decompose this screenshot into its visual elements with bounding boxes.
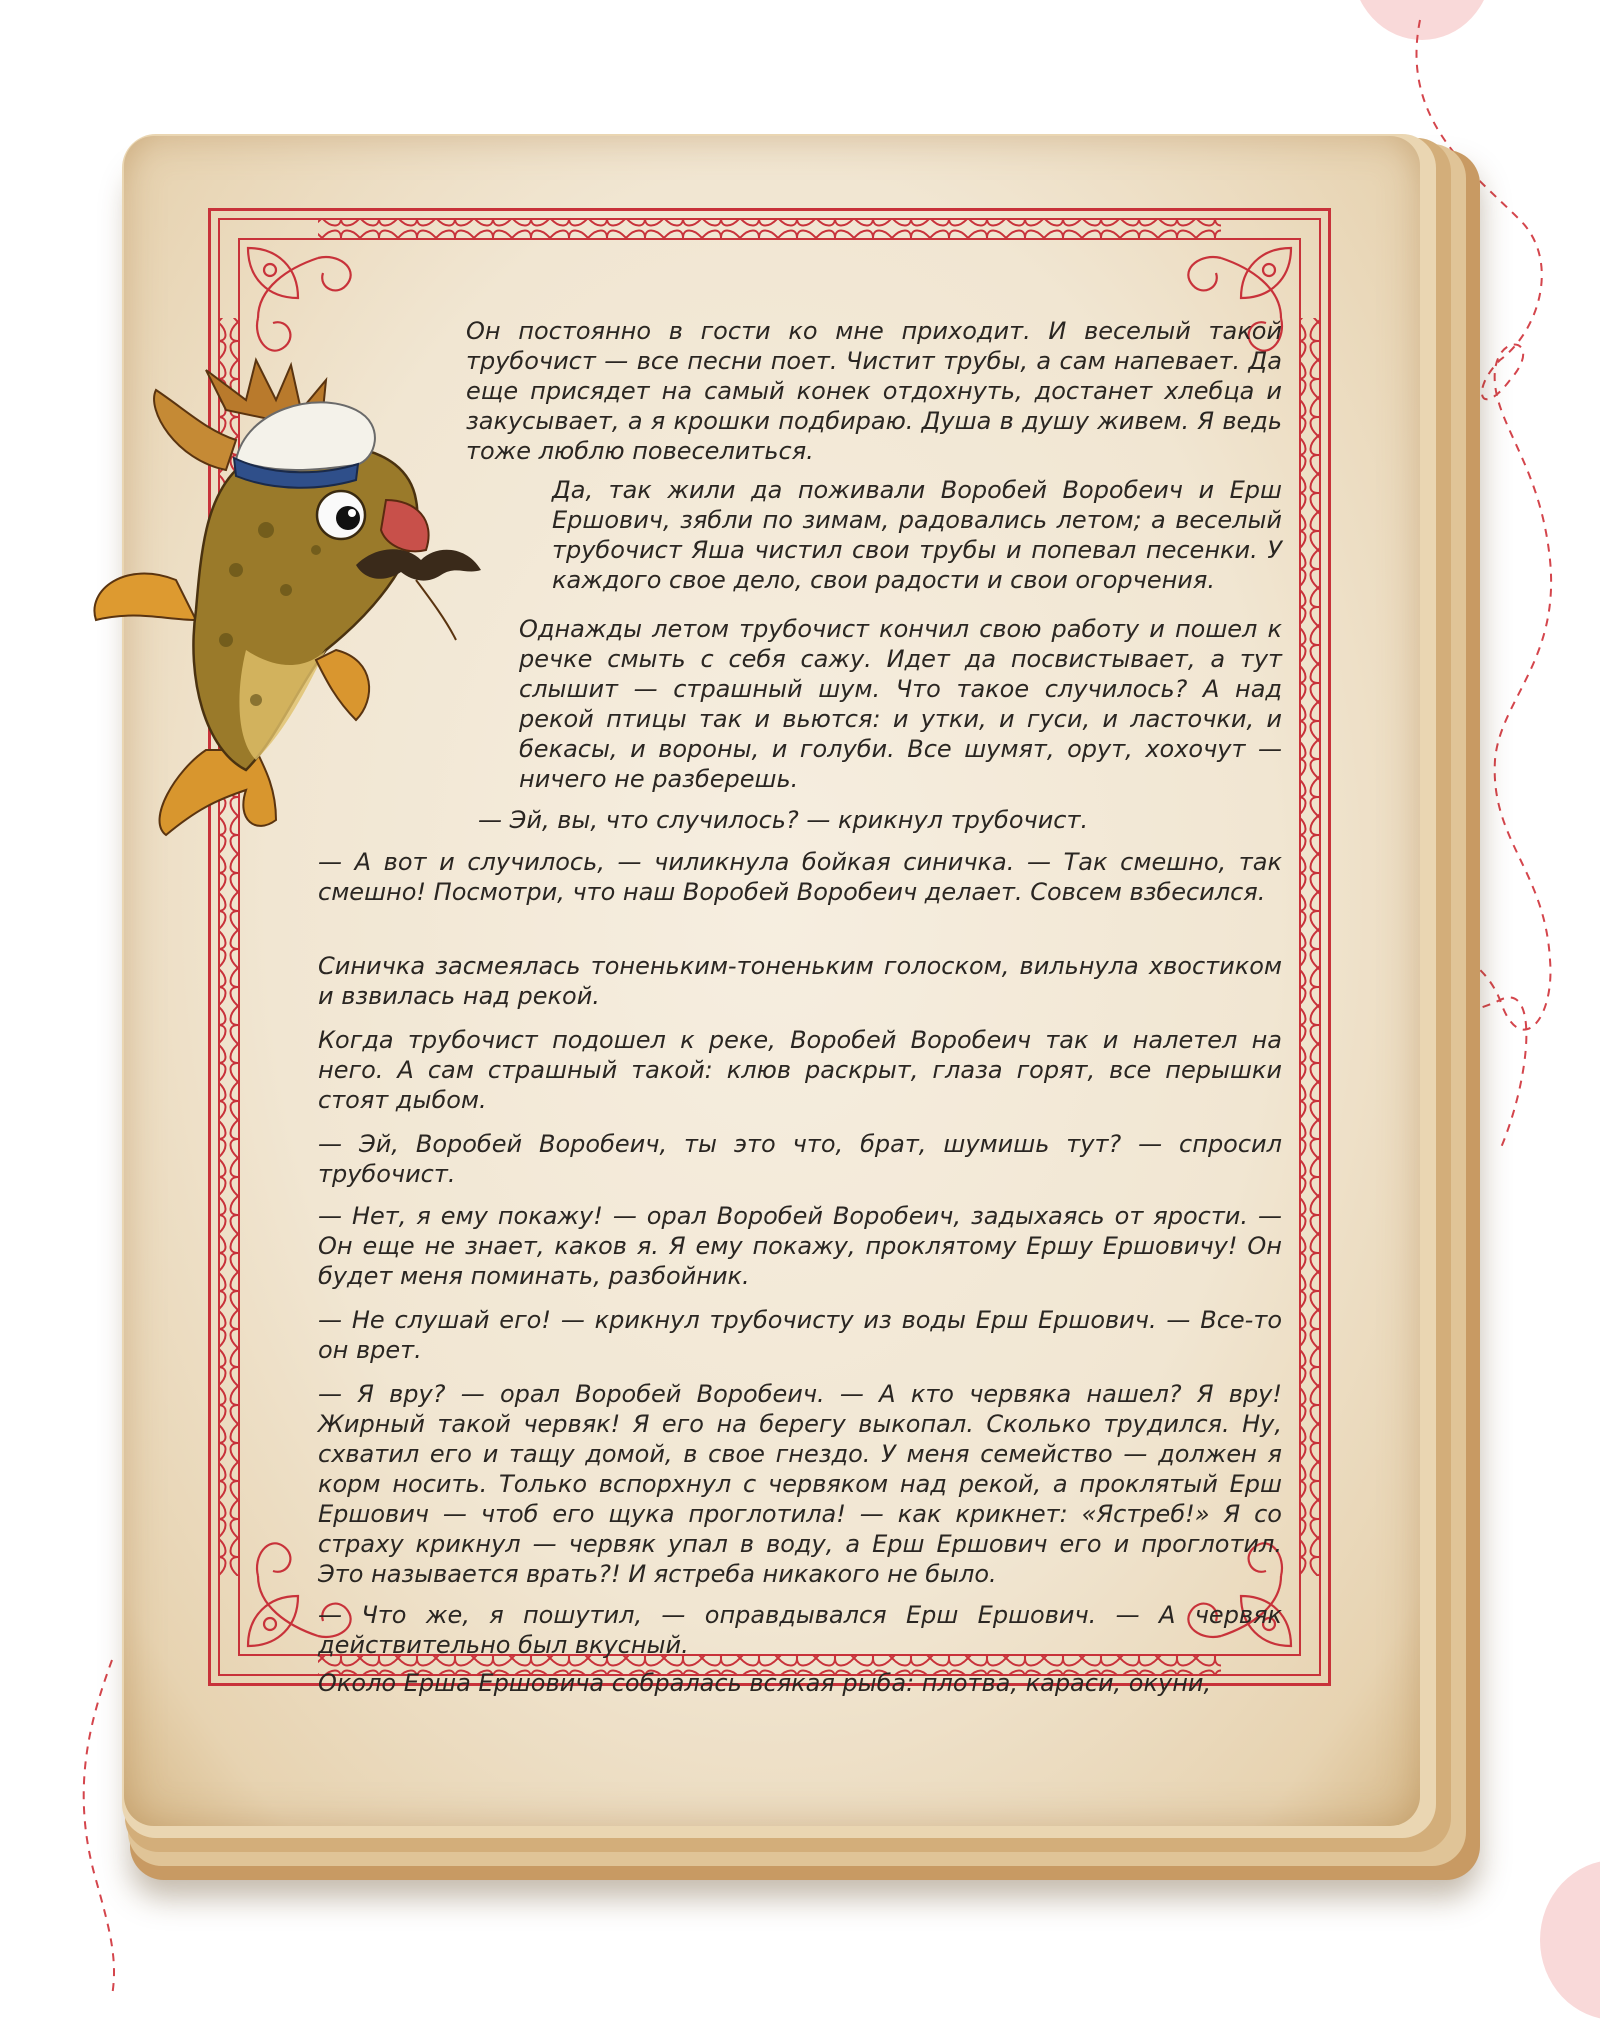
paragraph: Он постоянно в гости ко мне приходит. И веселый такой трубочист — все песни поет. Чистит трубы, а сам напевает. Да еще присядет на самый конек отдохнуть, достанет хлебца и закусывает, а я крошки подбираю. Душа в душу живем. Я ведь тоже люблю повеселиться.	[466, 317, 1282, 465]
paragraph: Однажды летом трубочист кончил свою работу и пошел к речке смыть с себя сажу. Идет да посвистывает, а тут слышит — страшный шум. Что такое случилось? А над рекой птицы так и вьются: и утки, и гуси, и ласточки, и бекасы, и вороны, и голуби. Все шумят, орут, хохочут — ничего не разберешь.	[519, 615, 1282, 793]
pink-circle-decoration-bottom	[1540, 1860, 1600, 2020]
paragraph: Когда трубочист подошел к реке, Воробей Воробеич так и налетел на него. А сам страшный такой: клюв раскрыт, глаза горят, все перышки стоят дыбом.	[318, 1026, 1282, 1114]
dialogue-line: — Эй, вы, что случилось? — крикнул трубочист.	[478, 806, 1089, 834]
dialogue-line: — Нет, я ему покажу! — орал Воробей Воробеич, задыхаясь от ярости. — Он еще не знает, каков я. Я ему покажу, проклятому Ершу Ершовичу! Он будет меня поминать, разбойник.	[318, 1202, 1282, 1290]
ruff-fish-in-sailor-cap-icon	[86, 350, 496, 840]
dialogue-line: — А вот и случилось, — чиликнула бойкая синичка. — Так смешно, так смешно! Посмотри, что наш Воробей Воробеич делает. Совсем взбесился.	[318, 848, 1282, 906]
dialogue-line: — Не слушай его! — крикнул трубочисту из воды Ерш Ершович. — Все-то он врет.	[318, 1306, 1282, 1364]
paragraph: Около Ерша Ершовича собралась всякая рыба: плотва, караси, окуни,	[318, 1669, 1212, 1697]
pink-circle-decoration-top	[1352, 0, 1492, 40]
dialogue-line: — Эй, Воробей Воробеич, ты это что, брат, шумишь тут? — спросил трубочист.	[318, 1130, 1282, 1188]
dialogue-line: — Что же, я пошутил, — оправдывался Ерш Ершович. — А червяк действительно был вкусный.	[318, 1601, 1282, 1659]
dialogue-line: — Я вру? — орал Воробей Воробеич. — А кто червяка нашел? Я вру! Жирный такой червяк! Я его на берегу выкопал. Сколько трудился. Ну, схватил его и тащу домой, в свое гнездо. У меня семейство — должен я корм носить. Только вспорхнул с червяком над рекой, а проклятый Ерш Ершович — чтоб его щука проглотила! — как крикнет: «Ястреб!» Я со страху крикнул — червяк упал в воду, а Ерш Ершович его и проглотил. Это называется врать?! И ястреба никакого не было.	[318, 1380, 1282, 1588]
paragraph: Синичка засмеялась тоненьким-тоненьким голоском, вильнула хвостиком и взвилась над рекой.	[318, 952, 1282, 1010]
paragraph: Да, так жили да поживали Воробей Воробеич и Ерш Ершович, зябли по зимам, радовались летом; а веселый трубочист Яша чистил свои трубы и попевал песенки. У каждого свое дело, свои радости и свои огорчения.	[552, 476, 1282, 594]
